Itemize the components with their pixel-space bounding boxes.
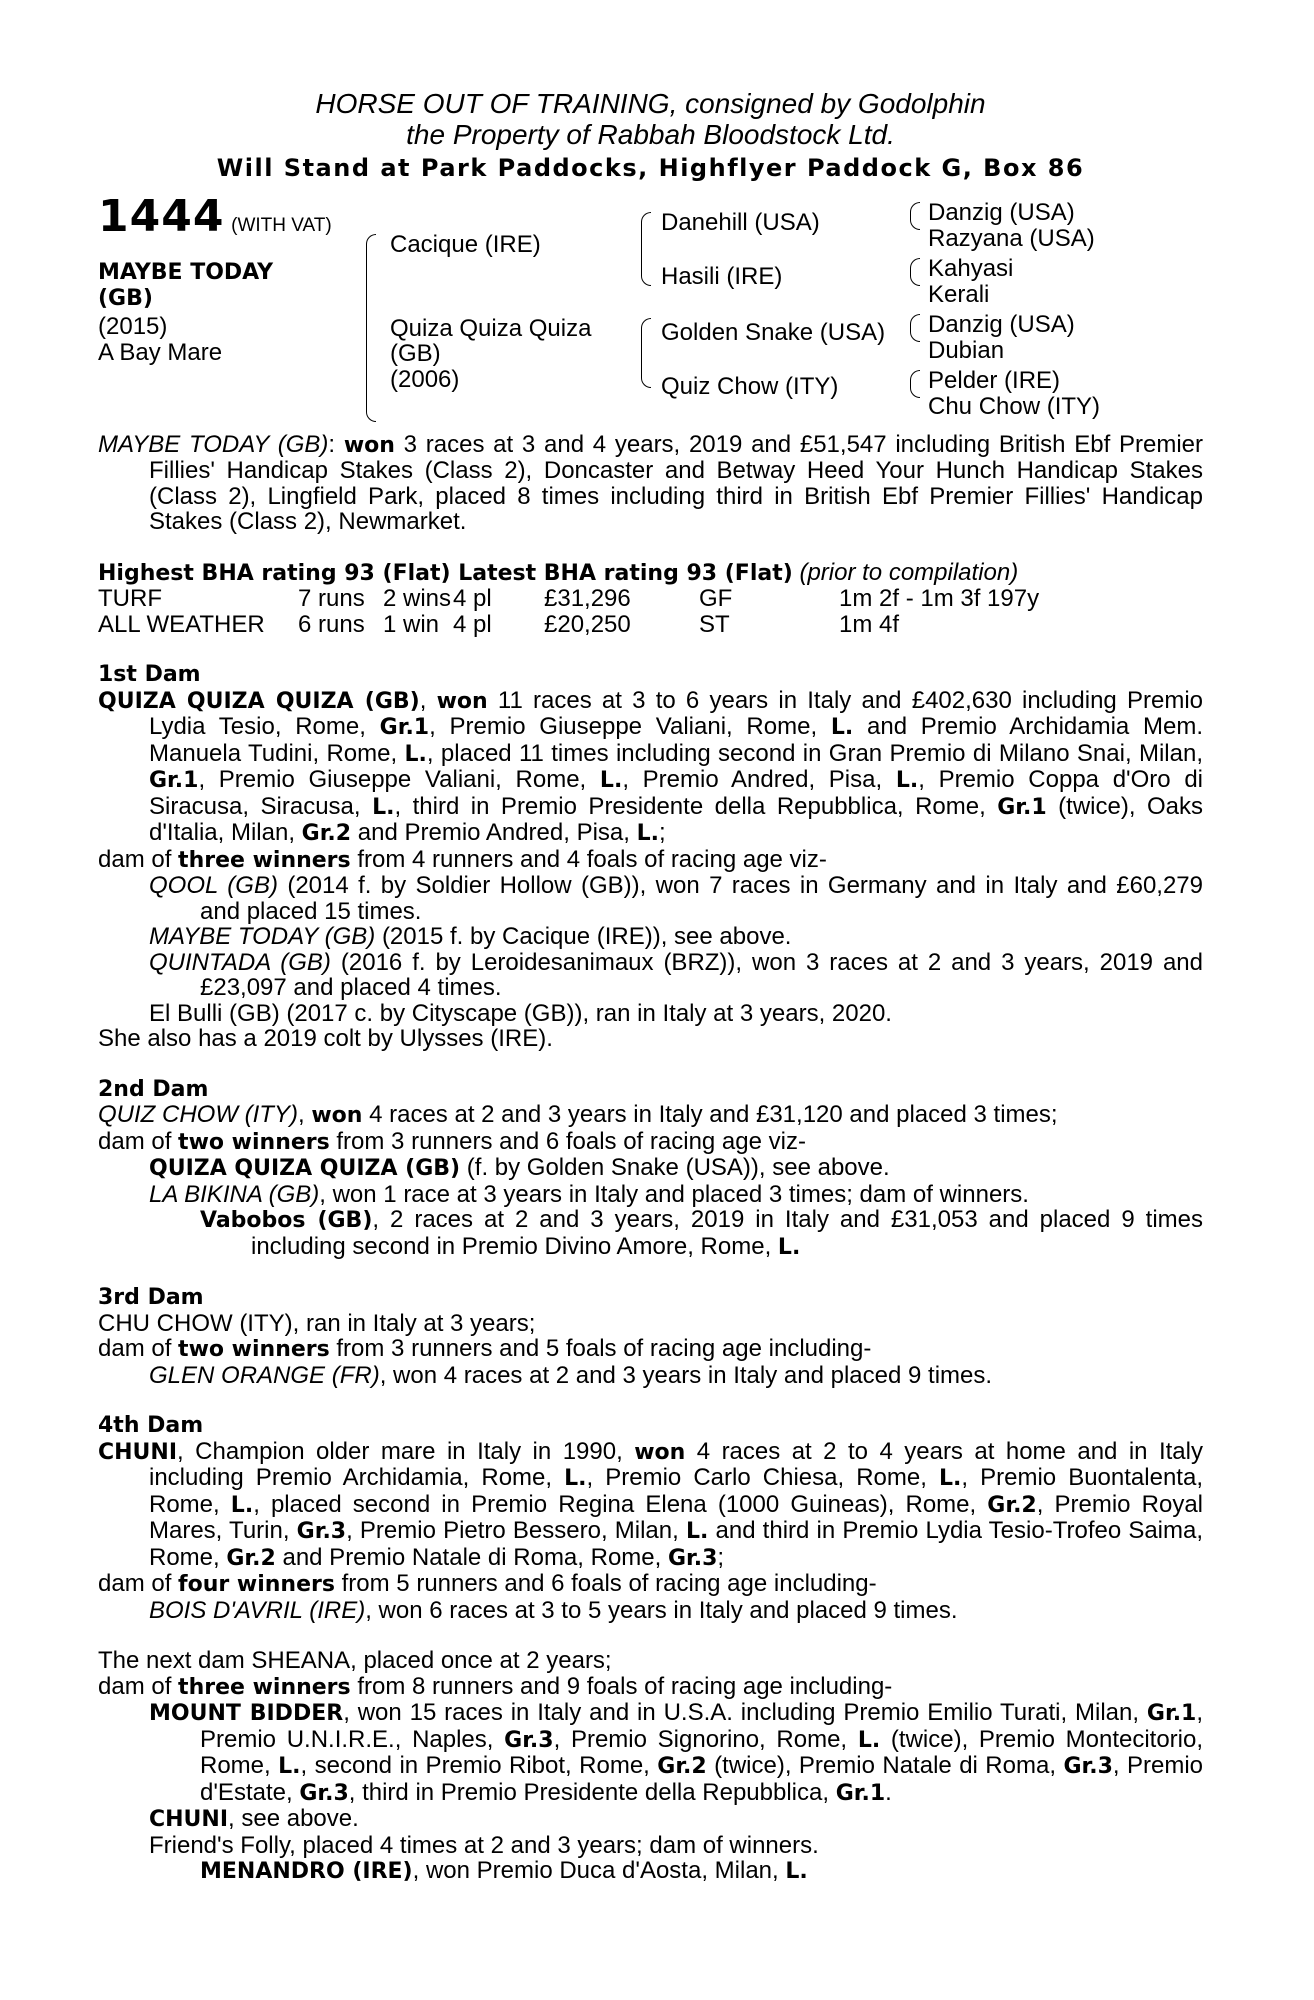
- ds-bracket: [910, 314, 920, 342]
- dam-dam: Quiz Chow (ITY): [661, 372, 839, 400]
- horse-year: (2015): [98, 312, 168, 340]
- stand-line: Will Stand at Park Paddocks, Highflyer Paddock G, Box 86: [216, 154, 1085, 182]
- list-item: Friend's Folly, placed 4 times at 2 and 3 years; dam of winners.: [149, 1831, 819, 1859]
- list-item: GLEN ORANGE (FR), won 4 races at 2 and 3 years in Italy and placed 9 times.: [149, 1361, 993, 1389]
- list-item: CHUNI, see above.: [149, 1805, 359, 1832]
- dam: Quiza Quiza Quiza (GB) (2006): [390, 314, 592, 393]
- sire-dam-bracket: [366, 234, 376, 422]
- ddd: Chu Chow (ITY): [928, 392, 1101, 420]
- lot-header: [98, 190, 332, 242]
- next-dam-record: The next dam SHEANA, placed once at 2 years;: [98, 1647, 612, 1674]
- bha-rating: Highest BHA rating 93 (Flat) Latest BHA rating 93 (Flat) (prior to compilation): [98, 558, 1019, 586]
- next-dam-produce: dam of three winners from 8 runners and 9 foals of racing age including-: [98, 1672, 893, 1700]
- third-dam-record: CHU CHOW (ITY), ran in Italy at 3 years;: [98, 1309, 536, 1337]
- table-row: ALL WEATHER 6 runs 1 win 4 pl £20,250 ST 1m 4f: [98, 610, 900, 638]
- colt-note: She also has a 2019 colt by Ulysses (IRE).: [98, 1025, 553, 1052]
- list-item: MENANDRO (IRE), won Premio Duca d'Aosta, Milan, L.: [200, 1857, 808, 1884]
- dss: Danzig (USA): [928, 310, 1075, 338]
- sire-bracket: [641, 212, 651, 286]
- second-dam-produce: dam of two winners from 3 runners and 6 foals of racing age viz-: [98, 1127, 806, 1155]
- table-row: TURF 7 runs 2 wins 4 pl £31,296 GF 1m 2f - 1m 3f 197y: [98, 585, 1040, 612]
- fourth-dam-record: CHUNI, Champion older mare in Italy in 1990, won 4 races at 2 to 4 years at home and in Italy including Premio Archidamia, Rome, L., Premio Carlo Chiesa, Rome, L., Premio Buontalenta, Rome, L., placed second in Premio Regina Elena (1000 Guineas), Rome, Gr.2, Premio Royal Mares, Turin, Gr.3, Premio Pietro Bessero, Milan, L. and third in Premio Lydia Tesio-Trofeo Saima, Rome, Gr.2 and Premio Natale di Roma, Rome, Gr.3;: [98, 1437, 1204, 1571]
- list-item: QUIZA QUIZA QUIZA (GB) (f. by Golden Snake (USA)), see above.: [149, 1154, 890, 1181]
- first-dam-record: QUIZA QUIZA QUIZA (GB), won 11 races at 3 to 6 years in Italy and £402,630 including Premio Lydia Tesio, Rome, Gr.1, Premio Giuseppe Valiani, Rome, L. and Premio Archidamia Mem. Manuela Tudini, Rome, L., placed 11 times including second in Gran Premio di Milano Snai, Milan, Gr.1, Premio Giuseppe Valiani, Rome, L., Premio Andred, Pisa, L., Premio Coppa d'Oro di Siracusa, Siracusa, L., third in Premio Presidente della Repubblica, Rome, Gr.1 (twice), Oaks d'Italia, Milan, Gr.2 and Premio Andred, Pisa, L.;: [98, 686, 1204, 846]
- ssd: Razyana (USA): [928, 224, 1095, 252]
- list-item: MOUNT BIDDER, won 15 races in Italy and in U.S.A. including Premio Emilio Turati, Milan, Gr.1, Premio U.N.I.R.E., Naples, Gr.3, Premio Signorino, Rome, L. (twice), Premio Montecitorio, Rome, L., second in Premio Ribot, Rome, Gr.2 (twice), Premio Natale di Roma, Gr.3, Premio d'Estate, Gr.3, third in Premio Presidente della Repubblica, Gr.1.: [149, 1699, 1204, 1806]
- vat-label: (WITH VAT): [231, 214, 332, 236]
- dam-sire: Golden Snake (USA): [661, 318, 886, 346]
- third-dam-produce: dam of two winners from 3 runners and 5 foals of racing age including-: [98, 1335, 872, 1362]
- sds: Kahyasi: [928, 254, 1014, 282]
- horse-sex: A Bay Mare: [98, 338, 223, 366]
- sire-dam: Hasili (IRE): [661, 262, 783, 290]
- first-dam-title: 1st Dam: [98, 662, 201, 687]
- sire: Cacique (IRE): [390, 230, 541, 258]
- list-item: QUINTADA (GB) (2016 f. by Leroidesanimaux (BRZ)), won 3 races at 2 and 3 years, 2019 and £23,097 and placed 4 times.: [149, 948, 1203, 1001]
- sdd: Kerali: [928, 280, 990, 308]
- list-item: Vabobos (GB), 2 races at 2 and 3 years, 2019 in Italy and £31,053 and placed 9 times including second in Premio Divino Amore, Rome, L.: [200, 1206, 1203, 1260]
- second-dam-title: 2nd Dam: [98, 1076, 209, 1102]
- ratings-table: [98, 586, 1039, 637]
- list-item: BOIS D'AVRIL (IRE), won 6 races at 3 to 5 years in Italy and placed 9 times.: [149, 1596, 958, 1624]
- catalogue-page: [98, 88, 1203, 1885]
- dam-bracket: [641, 318, 651, 388]
- list-item: El Bulli (GB) (2017 c. by Cityscape (GB)), ran in Italy at 3 years, 2020.: [149, 999, 892, 1027]
- consignor-line: HORSE OUT OF TRAINING, consigned by Godolphin: [315, 88, 986, 119]
- sire-sire: Danehill (USA): [661, 208, 820, 236]
- race-summary: MAYBE TODAY (GB): won 3 races at 3 and 4 years, 2019 and £51,547 including British Ebf Premier Fillies' Handicap Stakes (Class 2), Doncaster and Betway Heed Your Hunch Handicap Stakes (Class 2), Lingfield Park, placed 8 times including third in British Ebf Premier Fillies' Handicap Stakes (Class 2), Newmarket.: [98, 430, 1204, 535]
- dd-bracket: [910, 370, 920, 398]
- property-line: the Property of Rabbah Bloodstock Ltd.: [406, 119, 895, 150]
- list-item: LA BIKINA (GB), won 1 race at 3 years in Italy and placed 3 times; dam of winners.: [149, 1180, 1029, 1208]
- ss-bracket: [910, 202, 920, 230]
- sss: Danzig (USA): [928, 198, 1075, 226]
- list-item: QOOL (GB) (2014 f. by Soldier Hollow (GB)), won 7 races in Germany and in Italy and £60,279 and placed 15 times.: [149, 872, 1203, 925]
- fourth-dam-title: 4th Dam: [98, 1413, 204, 1438]
- fourth-dam-produce: dam of four winners from 5 runners and 6 foals of racing age including-: [98, 1570, 877, 1597]
- third-dam-title: 3rd Dam: [98, 1285, 204, 1310]
- first-dam-produce: dam of three winners from 4 runners and 4 foals of racing age viz-: [98, 845, 827, 873]
- sd-bracket: [910, 258, 920, 286]
- dds: Pelder (IRE): [928, 366, 1061, 394]
- list-item: MAYBE TODAY (GB) (2015 f. by Cacique (IRE)), see above.: [149, 923, 792, 950]
- dsd: Dubian: [928, 336, 1005, 364]
- horse-name: MAYBE TODAY (GB): [98, 259, 274, 311]
- pedigree-block: [98, 190, 1203, 422]
- lot-number: 1444: [98, 190, 225, 242]
- second-dam-record: QUIZ CHOW (ITY), won 4 races at 2 and 3 years in Italy and £31,120 and placed 3 times;: [98, 1101, 1058, 1128]
